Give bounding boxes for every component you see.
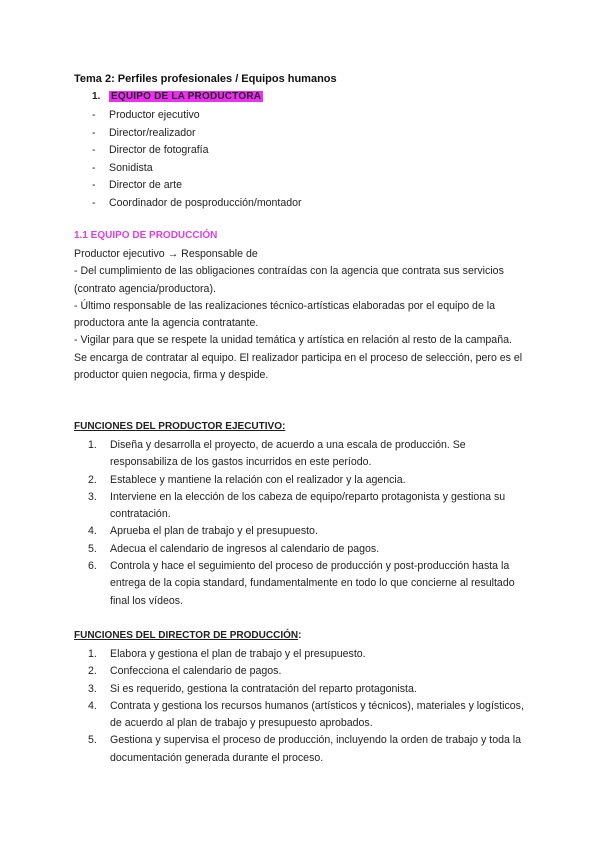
list-item: 4. Contrata y gestiona los recursos humanos (artísticos y técnicos), materiales y logísticos, de acuerdo al plan de trabajo y presupuesto aprobados.: [88, 699, 524, 730]
list-item: 6. Controla y hace el seguimiento del proceso de producción y post-producción hasta la entrega de la copia standard, fundamentalmente en todo lo que concierne al resultado final los vídeos.: [88, 560, 515, 607]
list-item: 3. Interviene en la elección de los cabeza de equipo/reparto protagonista y gestiona su contratación.: [88, 490, 506, 521]
doc-title: Tema 2: Perfiles profesionales / Equipos humanos: [74, 73, 337, 85]
paragraph-line: Productor ejecutivo → Responsable de: [74, 248, 258, 260]
paragraph-line: - Del cumplimiento de las obligaciones contraídas con la agencia que contrata sus servicios (contrato agencia/productora).: [74, 265, 504, 295]
funcs-exec-heading: FUNCIONES DEL PRODUCTOR EJECUTIVO:: [74, 421, 286, 432]
section11-body: [74, 246, 534, 384]
section1-label-highlighted: EQUIPO DE LA PRODUCTORA: [111, 91, 262, 102]
list-item: 5. Gestiona y supervisa el proceso de producción, incluyendo la orden de trabajo y toda la documentación generada durante el proceso.: [88, 734, 522, 764]
paragraph-line: Se encarga de contratar al equipo. El realizador participa en el proceso de selección, pero es el productor quien negocia, firma y despide.: [74, 351, 523, 382]
section1-heading: [92, 91, 263, 102]
list-item: - Director de fotografía: [92, 144, 209, 156]
list-item: 3. Si es requerido, gestiona la contratación del reparto protagonista.: [88, 682, 417, 695]
paragraph-line: - Vigilar para que se respete la unidad temática y artística en relación al resto de la campaña.: [74, 334, 512, 347]
section11-heading: 1.1 EQUIPO DE PRODUCCIÓN: [74, 230, 218, 241]
list-item: 5. Adecua el calendario de ingresos al calendario de pagos.: [88, 542, 380, 555]
list-item: 2. Establece y mantiene la relación con el realizador y la agencia.: [88, 473, 406, 486]
list-item: - Coordinador de posproducción/montador: [92, 196, 302, 209]
list-item: 1. Diseña y desarrolla el proyecto, de acuerdo a una escala de producción. Se responsabiliza de los gastos incurridos en este período.: [88, 439, 466, 469]
funcs-exec-list: [88, 437, 528, 610]
list-item: 2. Confecciona el calendario de pagos.: [88, 665, 282, 678]
list-item: 1. Elabora y gestiona el plan de trabajo y el presupuesto.: [88, 648, 366, 660]
list-item: - Productor ejecutivo: [92, 109, 200, 121]
section1-list: [92, 107, 302, 212]
list-item: - Sonidista: [92, 161, 153, 174]
paragraph-line: - Último responsable de las realizaciones técnico-artísticas elaboradas por el equipo de la productora ante la agencia contratante.: [74, 299, 496, 330]
list-item: 4. Aprueba el plan de trabajo y el presupuesto.: [88, 525, 318, 538]
list-item: - Director/realizador: [92, 126, 196, 139]
list-item: - Director de arte: [92, 179, 183, 191]
section1-number: 1.: [92, 91, 101, 102]
funcs-dir-heading: FUNCIONES DEL DIRECTOR DE PRODUCCIÓN:: [74, 630, 302, 641]
funcs-dir-list: [88, 646, 528, 767]
